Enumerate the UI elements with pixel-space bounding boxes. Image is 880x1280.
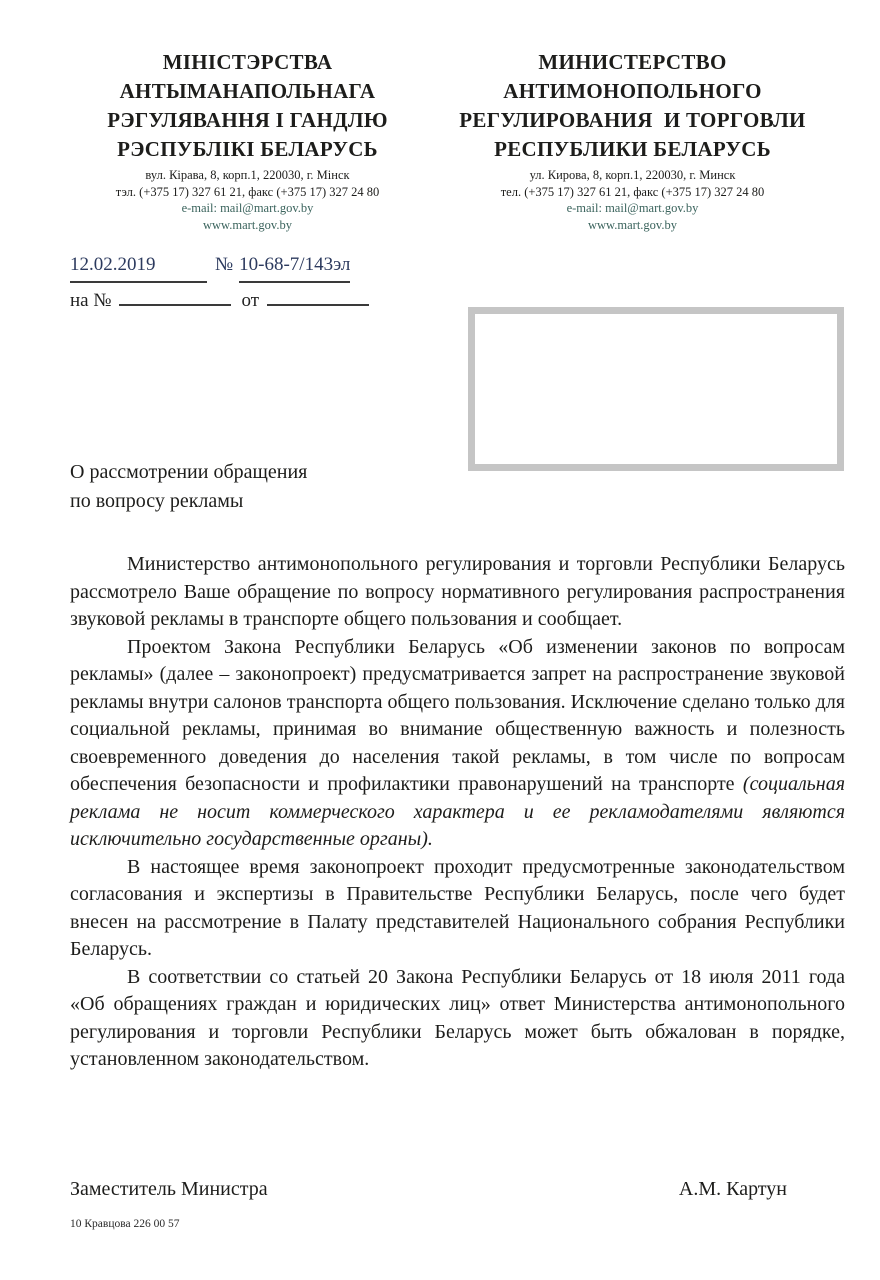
ministry-name-by-line2: АНТЫМАНАПОЛЬНАГА (119, 79, 376, 103)
letter-date: 12.02.2019 (70, 250, 207, 283)
ministry-name-ru-line3: РЕГУЛИРОВАНИЯ И ТОРГОВЛИ (459, 108, 806, 132)
paragraph-4 (70, 964, 845, 1074)
ministry-name-ru-line1: МИНИСТЕРСТВО (538, 50, 727, 74)
paragraph-1 (70, 551, 845, 634)
phone-ru: тел. (+375 17) 327 61 21, факс (+375 17) 327 24 80 (500, 184, 765, 199)
subject-line2: по вопросу рекламы (70, 490, 244, 512)
reference-block (70, 250, 369, 316)
paragraph-1-text: Министерство антимонопольного регулирования и торговли Республики Беларусь рассмотрело Ваше обращение по вопросу нормативного регулирования распространения звуковой рекламы в транспорте общего пользования и сообщает. (70, 553, 845, 630)
phone-by: тэл. (+375 17) 327 61 21, факс (+375 17) 327 24 80 (115, 184, 380, 199)
website-ru: www.mart.gov.by (588, 217, 677, 232)
signature-block (70, 1178, 845, 1201)
signer-name: А.М. Картун (678, 1178, 787, 1200)
paragraph-2-text: Проектом Закона Республики Беларусь «Об изменении законов по вопросам рекламы» (далее – законопроект) предусматривается запрет на распространение звуковой рекламы внутри салонов транспорта общего пользования. Исключение сделано только для социальной рекламы, принимая во внимание общественную важность и полезность своевременного доведения до населения такой рекламы, в том числе по вопросам обеспечения безопасности и профилактики правонарушений на транспорте (70, 635, 845, 795)
paragraph-4-text: В соответствии со статьей 20 Закона Республики Беларусь от 18 июля 2011 года «Об обращениях граждан и юридических лиц» ответ Министерства антимонопольного регулирования и торговли Республики Беларусь может быть обжалован в порядке, установленном законодательством. (70, 965, 845, 1070)
letter-body (70, 551, 845, 1074)
subject-line1: О рассмотрении обращения (70, 461, 308, 483)
paragraph-3 (70, 854, 845, 964)
signer-title: Заместитель Министра (70, 1178, 268, 1200)
address-by: вул. Кірава, 8, корп.1, 220030, г. Мінск (145, 168, 350, 182)
email-by: e-mail: mail@mart.gov.by (181, 201, 314, 215)
paragraph-2-italic-note: (социальная реклама не носит коммерческого характера и ее рекламодателями являются исключительно государственные органы). (70, 773, 845, 850)
number-sign: № (215, 254, 234, 275)
reply-prefix: на № (70, 290, 112, 312)
ministry-name-by-line1: МІНІСТЭРСТВА (162, 50, 333, 74)
letter-number: 10-68-7/143эл (239, 250, 350, 283)
ministry-name-ru-line2: АНТИМОНОПОЛЬНОГО (503, 79, 762, 103)
website-by: www.mart.gov.by (203, 217, 292, 232)
paragraph-2 (70, 634, 845, 854)
email-ru: e-mail: mail@mart.gov.by (566, 201, 699, 215)
ministry-name-by-line3: РЭГУЛЯВАННЯ І ГАНДЛЮ (107, 108, 388, 132)
letterhead-russian (440, 48, 825, 233)
address-ru: ул. Кирова, 8, корп.1, 220030, г. Минск (529, 168, 736, 182)
incoming-date-blank (267, 286, 369, 306)
executor-note: 10 Кравцова 226 00 57 (70, 1218, 180, 1230)
letterhead-belarusian (55, 48, 440, 233)
reply-from-label: от (241, 290, 260, 312)
outgoing-ref-line (70, 250, 369, 283)
letterhead (55, 48, 825, 233)
incoming-ref-line (70, 286, 369, 316)
subject-block (70, 458, 307, 516)
ministry-name-ru-line4: РЕСПУБЛИКИ БЕЛАРУСЬ (494, 137, 771, 161)
ministry-name-by-line4: РЭСПУБЛІКІ БЕЛАРУСЬ (117, 137, 378, 161)
recipient-address-box (468, 307, 844, 471)
paragraph-3-text: В настоящее время законопроект проходит предусмотренные законодательством согласования и экспертизы в Правительстве Республики Беларусь, после чего будет внесен на рассмотрение в Палату представителей Национального собрания Республики Беларусь. (70, 855, 845, 960)
incoming-number-blank (119, 286, 231, 306)
